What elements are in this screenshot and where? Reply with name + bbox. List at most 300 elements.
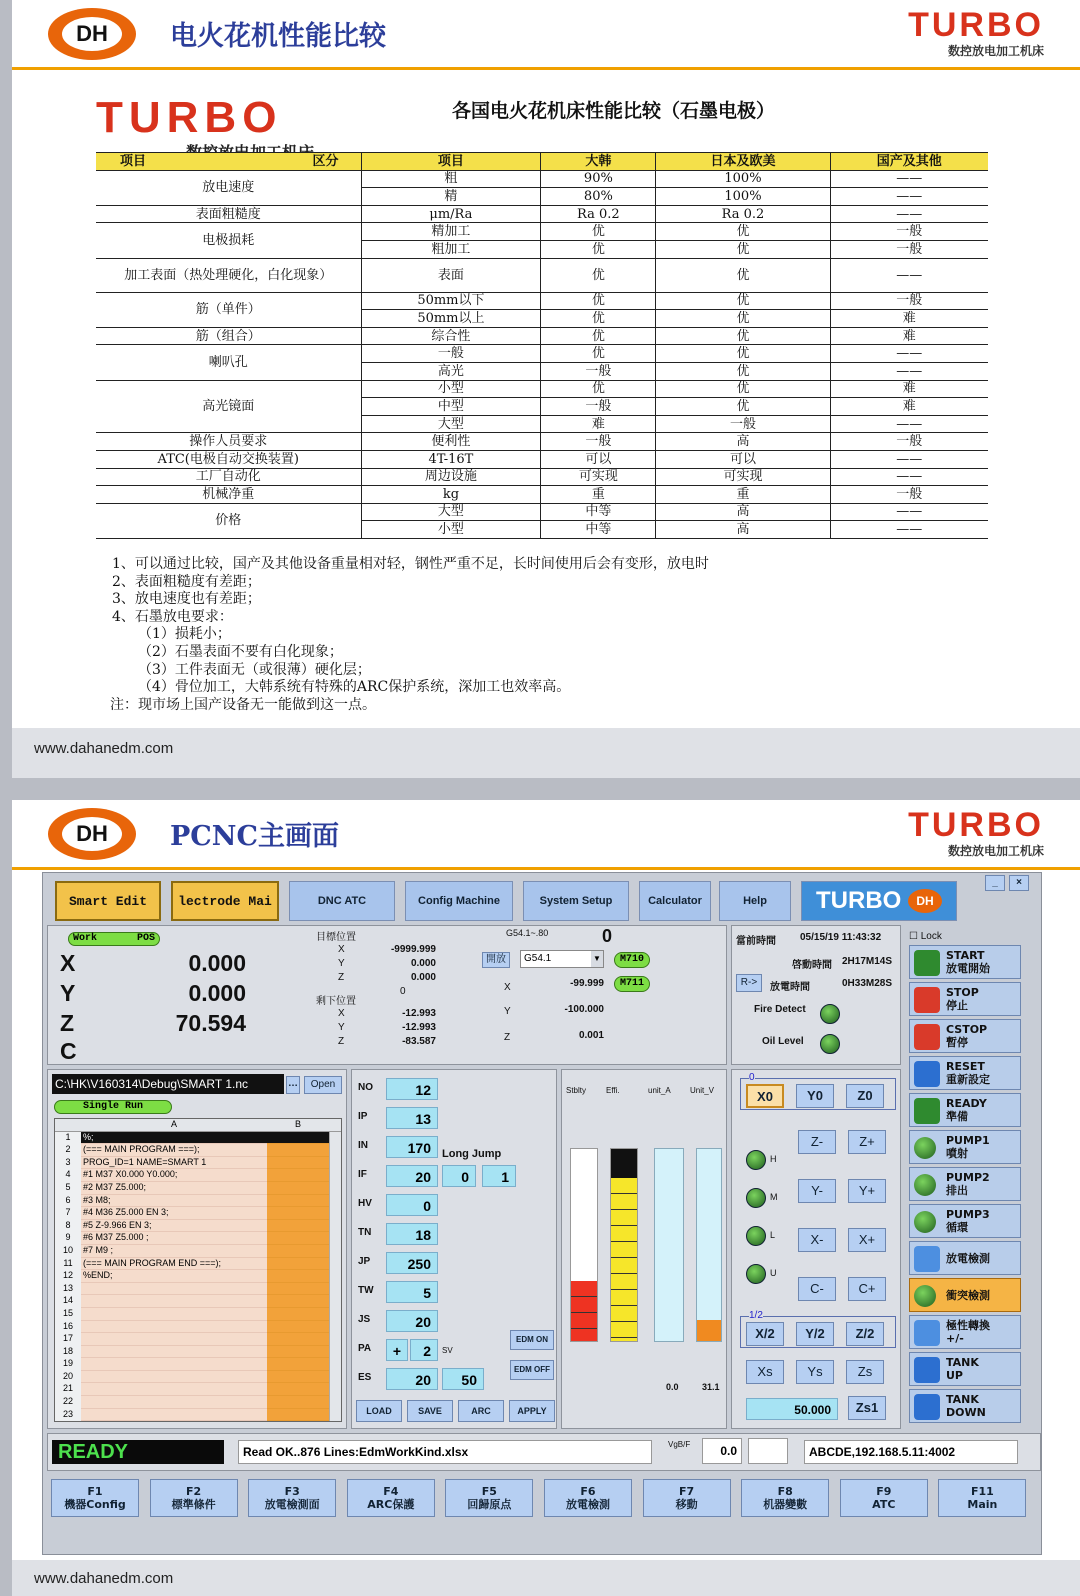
category-cell: ATC(电极自动交换装置) bbox=[96, 450, 361, 468]
zs1-button[interactable]: Zs1 bbox=[848, 1396, 886, 1420]
fkey-f6[interactable] bbox=[544, 1479, 632, 1517]
side-button-icon bbox=[914, 1137, 936, 1159]
param-pa-value[interactable]: 2 bbox=[410, 1339, 438, 1361]
close-icon[interactable]: × bbox=[1009, 875, 1029, 891]
column-b-cell[interactable] bbox=[267, 1207, 329, 1220]
param-no-label: NO bbox=[358, 1082, 373, 1093]
program-lines bbox=[81, 1132, 267, 1422]
jog-yplus-button[interactable]: Y+ bbox=[848, 1179, 886, 1203]
fkey-f3[interactable] bbox=[248, 1479, 336, 1517]
line-number: 18 bbox=[62, 1345, 73, 1356]
system-setup-button[interactable]: System Setup bbox=[523, 881, 629, 921]
es-second-value[interactable]: 50 bbox=[442, 1368, 484, 1390]
table-header-row bbox=[96, 153, 988, 171]
program-line[interactable]: #7 M9 ; bbox=[81, 1245, 267, 1258]
current-time-value: 05/15/19 11:43:32 bbox=[800, 932, 882, 943]
program-grid[interactable] bbox=[54, 1118, 342, 1422]
col-b-header: B bbox=[294, 1119, 301, 1129]
value-cell: 50mm以下 bbox=[361, 292, 541, 310]
program-panel bbox=[47, 1069, 347, 1429]
value-cell: μm/Ra bbox=[361, 205, 541, 223]
remain-x-label: X bbox=[338, 1008, 345, 1019]
value-cell: 精 bbox=[361, 188, 541, 206]
value-cell: 高光 bbox=[361, 362, 541, 380]
value-cell: 大型 bbox=[361, 415, 541, 433]
line-number: 17 bbox=[62, 1333, 73, 1344]
program-line[interactable]: %; bbox=[81, 1132, 267, 1145]
time-panel bbox=[731, 925, 901, 1065]
value-cell: 优 bbox=[541, 258, 656, 292]
value-cell: 优 bbox=[656, 292, 830, 310]
header-cell: 国产及其他 bbox=[830, 153, 988, 171]
fkey-code: F4 bbox=[383, 1485, 399, 1498]
line-number: 19 bbox=[62, 1358, 73, 1369]
open-g54-button[interactable]: 開放 bbox=[482, 952, 510, 968]
half-y-button[interactable]: Y/2 bbox=[796, 1322, 834, 1346]
note-line: 1、可以通过比较，国产及其他设备重量相对轻，钢性严重不足，长时间使用后会有变形，放电时 bbox=[112, 556, 709, 572]
value-cell: 可以 bbox=[541, 450, 656, 468]
fkey-f5[interactable] bbox=[445, 1479, 533, 1517]
col-a-header: A bbox=[170, 1119, 177, 1129]
fkey-f7[interactable] bbox=[643, 1479, 731, 1517]
category-cell: 机械净重 bbox=[96, 486, 361, 504]
column-b-cell[interactable] bbox=[267, 1258, 329, 1271]
value-cell: 周边设施 bbox=[361, 468, 541, 486]
current-meter bbox=[654, 1148, 684, 1342]
m710-indicator: M710 bbox=[614, 952, 650, 968]
meter-fill bbox=[571, 1281, 597, 1341]
stblty-label: Stblty bbox=[566, 1086, 587, 1095]
side-button-icon bbox=[914, 1246, 940, 1272]
oil-level-label: Oil Level bbox=[762, 1036, 804, 1047]
line-number: 11 bbox=[63, 1257, 73, 1268]
side-button--8[interactable] bbox=[909, 1241, 1021, 1275]
param-jp-label: JP bbox=[358, 1256, 371, 1267]
offset-x-label: X bbox=[504, 982, 511, 993]
side-button-pump1-5[interactable] bbox=[909, 1130, 1021, 1164]
side-button-tank-11[interactable] bbox=[909, 1352, 1021, 1386]
fkey-f1[interactable] bbox=[51, 1479, 139, 1517]
value-cell: 粗加工 bbox=[361, 240, 541, 258]
remain-x-value: -12.993 bbox=[402, 1008, 436, 1019]
smart-edit-button[interactable]: Smart Edit bbox=[55, 881, 161, 921]
note-line: 4、石墨放电要求： bbox=[112, 608, 233, 625]
program-line[interactable] bbox=[81, 1371, 267, 1384]
column-b-cell[interactable] bbox=[267, 1245, 329, 1258]
param-jp-value[interactable]: 250 bbox=[386, 1252, 438, 1274]
side-button-sublabel: 暫停 bbox=[946, 1036, 968, 1049]
chevron-down-icon: ▼ bbox=[591, 951, 603, 967]
dh-logo: DH bbox=[48, 8, 136, 60]
value-cell: 一般 bbox=[656, 415, 830, 433]
category-cell: 喇叭孔 bbox=[96, 345, 361, 380]
category-cell: 工厂自动化 bbox=[96, 468, 361, 486]
jog-zminus-button[interactable]: Z- bbox=[798, 1130, 836, 1154]
column-b-cell[interactable] bbox=[267, 1295, 329, 1308]
column-b-cell[interactable] bbox=[267, 1321, 329, 1334]
fkey-label: ARC保護 bbox=[367, 1498, 415, 1511]
value-cell: 优 bbox=[541, 223, 656, 241]
side-button-sublabel: DOWN bbox=[946, 1406, 986, 1419]
side-button-sublabel: 準備 bbox=[946, 1110, 968, 1123]
column-b-cell[interactable] bbox=[267, 1232, 329, 1245]
param-tw-value[interactable]: 5 bbox=[386, 1281, 438, 1303]
value-cell: 难 bbox=[541, 415, 656, 433]
category-cell: 放电速度 bbox=[96, 170, 361, 205]
side-button-tank-12[interactable] bbox=[909, 1389, 1021, 1423]
value-cell: 高 bbox=[656, 521, 830, 539]
column-b-cell[interactable] bbox=[267, 1358, 329, 1371]
y0-button[interactable]: Y0 bbox=[796, 1084, 834, 1108]
status-message: Read OK..876 Lines:EdmWorkKind.xlsx bbox=[238, 1440, 652, 1464]
meter-fill bbox=[611, 1178, 637, 1341]
value-cell: —— bbox=[830, 345, 988, 363]
line-number: 13 bbox=[62, 1282, 73, 1293]
program-line[interactable]: #6 M37 Z5.000 ; bbox=[81, 1232, 267, 1245]
column-b-cell[interactable] bbox=[267, 1132, 329, 1145]
param-hv-label: HV bbox=[358, 1198, 372, 1209]
target-y-value: 0.000 bbox=[410, 958, 436, 969]
save-button[interactable]: SAVE bbox=[407, 1400, 453, 1422]
current-time-label: 當前時間 bbox=[736, 936, 776, 947]
value-cell: 难 bbox=[830, 398, 988, 416]
program-line[interactable]: #1 M37 X0.000 Y0.000; bbox=[81, 1169, 267, 1182]
column-b-cell[interactable] bbox=[267, 1308, 329, 1321]
side-button-label: TANK bbox=[946, 1356, 979, 1369]
jog-yminus-button[interactable]: Y- bbox=[798, 1179, 836, 1203]
param-es-value[interactable]: 20 bbox=[386, 1368, 438, 1390]
program-line[interactable] bbox=[81, 1308, 267, 1321]
value-cell: 优 bbox=[656, 345, 830, 363]
grid-scrollbar[interactable] bbox=[329, 1132, 341, 1422]
side-button-icon bbox=[914, 1320, 940, 1346]
side-button-label: RESET bbox=[946, 1060, 985, 1073]
table-row bbox=[96, 223, 988, 241]
value-cell: 便利性 bbox=[361, 433, 541, 451]
g54-label: G54.1~.80 bbox=[506, 928, 549, 938]
column-b-cell[interactable] bbox=[267, 1182, 329, 1195]
program-line[interactable] bbox=[81, 1358, 267, 1371]
program-line[interactable]: %END; bbox=[81, 1270, 267, 1283]
open-file-button[interactable]: Open bbox=[304, 1076, 342, 1094]
value-cell: 4T-16T bbox=[361, 450, 541, 468]
value-cell: 优 bbox=[541, 310, 656, 328]
note-line: 3、放电速度也有差距； bbox=[112, 591, 261, 608]
current-value: 0.0 bbox=[666, 1382, 679, 1392]
column-b-cell[interactable] bbox=[267, 1409, 329, 1422]
column-b-cell[interactable] bbox=[267, 1371, 329, 1384]
program-line[interactable]: #2 M37 Z5.000; bbox=[81, 1182, 267, 1195]
program-line[interactable] bbox=[81, 1283, 267, 1296]
axis-c-label: C bbox=[60, 1038, 77, 1064]
column-b-cell[interactable] bbox=[267, 1195, 329, 1208]
program-line[interactable]: PROG_ID=1 NAME=SMART 1 bbox=[81, 1157, 267, 1170]
column-b-cell[interactable] bbox=[267, 1346, 329, 1359]
program-line[interactable] bbox=[81, 1409, 267, 1422]
side-button-label: STOP bbox=[946, 986, 979, 999]
value-cell: Ra 0.2 bbox=[656, 205, 830, 223]
side-button-start-0[interactable] bbox=[909, 945, 1021, 979]
fkey-code: F8 bbox=[777, 1485, 793, 1498]
program-line[interactable] bbox=[81, 1321, 267, 1334]
calculator-button[interactable]: Calculator bbox=[639, 881, 711, 921]
program-line[interactable]: #4 M36 Z5.000 EN 3; bbox=[81, 1207, 267, 1220]
side-button-icon bbox=[914, 1394, 940, 1420]
axis-control-panel bbox=[731, 1069, 901, 1429]
edm-on-button[interactable]: EDM ON bbox=[510, 1330, 554, 1350]
program-line[interactable] bbox=[81, 1295, 267, 1308]
fkey-label: 機器Config bbox=[64, 1498, 126, 1511]
fkey-label: 標準條件 bbox=[171, 1498, 216, 1511]
note-line: （3）工件表面无（或很薄）硬化层； bbox=[138, 661, 371, 678]
side-button-sublabel: +/- bbox=[946, 1332, 964, 1345]
half-z-button[interactable]: Z/2 bbox=[846, 1322, 884, 1346]
value-cell: 一般 bbox=[541, 362, 656, 380]
set-z-button[interactable]: Zs bbox=[846, 1360, 884, 1384]
value-cell: 难 bbox=[830, 380, 988, 398]
fire-detect-label: Fire Detect bbox=[754, 1004, 806, 1015]
jog-cplus-button[interactable]: C+ bbox=[848, 1277, 886, 1301]
vgbf-label: VgB/F bbox=[668, 1440, 691, 1449]
side-button-cstop-2[interactable] bbox=[909, 1019, 1021, 1053]
load-button[interactable]: LOAD bbox=[356, 1400, 402, 1422]
table-row bbox=[96, 292, 988, 310]
value-cell: 优 bbox=[656, 310, 830, 328]
fkey-label: 移動 bbox=[675, 1498, 698, 1511]
r-arrow-button[interactable]: R-> bbox=[736, 974, 762, 992]
minimize-button[interactable]: _ bbox=[985, 875, 1005, 891]
side-button-reset-3[interactable] bbox=[909, 1056, 1021, 1090]
side-button-sublabel: 循環 bbox=[946, 1221, 968, 1234]
target-x-label: X bbox=[338, 944, 345, 955]
line-number: 9 bbox=[65, 1232, 71, 1243]
line-number: 7 bbox=[65, 1207, 71, 1218]
jog-cminus-button[interactable]: C- bbox=[798, 1277, 836, 1301]
side-button-icon bbox=[914, 950, 940, 976]
line-number: 4 bbox=[65, 1169, 71, 1180]
z0-button[interactable]: Z0 bbox=[846, 1084, 884, 1108]
value-cell: 高 bbox=[656, 433, 830, 451]
jog-zplus-button[interactable]: Z+ bbox=[848, 1130, 886, 1154]
value-cell: 优 bbox=[656, 240, 830, 258]
remaining-pos-title: 剩下位置 bbox=[316, 996, 356, 1007]
config-machine-button[interactable]: Config Machine bbox=[405, 881, 513, 921]
side-button-icon bbox=[914, 1174, 936, 1196]
program-line[interactable]: #3 M8; bbox=[81, 1195, 267, 1208]
program-line[interactable]: #5 Z-9.966 EN 3; bbox=[81, 1220, 267, 1233]
value-cell: 优 bbox=[656, 398, 830, 416]
value-cell: 100% bbox=[656, 188, 830, 206]
column-b-cell[interactable] bbox=[267, 1169, 329, 1182]
param-if-label: IF bbox=[358, 1169, 367, 1180]
column-b-cell[interactable] bbox=[267, 1270, 329, 1283]
edm-time-label: 放電時間 bbox=[770, 982, 810, 993]
value-cell: 可以 bbox=[656, 450, 830, 468]
value-cell: 一般 bbox=[830, 240, 988, 258]
program-line[interactable]: (=== MAIN PROGRAM ===); bbox=[81, 1144, 267, 1157]
led-u bbox=[746, 1264, 766, 1284]
line-number: 5 bbox=[65, 1181, 71, 1192]
category-cell: 筋（单件） bbox=[96, 292, 361, 327]
param-ip-value[interactable]: 13 bbox=[386, 1107, 438, 1129]
target-x-value: -9999.999 bbox=[390, 944, 436, 955]
value-cell: 优 bbox=[541, 327, 656, 345]
edm-off-button[interactable]: EDM OFF bbox=[510, 1360, 554, 1380]
side-button-sublabel: 排出 bbox=[946, 1184, 968, 1197]
param-tn-label: TN bbox=[358, 1227, 372, 1238]
value-cell: 小型 bbox=[361, 521, 541, 539]
value-cell: 一般 bbox=[830, 433, 988, 451]
program-line[interactable] bbox=[81, 1346, 267, 1359]
turbo-logo: TURBO 数控放电加工机床 bbox=[908, 806, 1044, 858]
side-button-sublabel: 放電開始 bbox=[946, 962, 990, 975]
program-line[interactable] bbox=[81, 1383, 267, 1396]
long-jump-label: Long Jump bbox=[442, 1148, 502, 1160]
value-cell: —— bbox=[830, 415, 988, 433]
value-cell: 50mm以上 bbox=[361, 310, 541, 328]
fkey-code: F9 bbox=[876, 1485, 892, 1498]
value-cell: 90% bbox=[541, 170, 656, 188]
effi-label: Effi. bbox=[606, 1086, 620, 1095]
footer-url: www.dahanedm.com bbox=[34, 1570, 174, 1587]
column-b-cell[interactable] bbox=[267, 1333, 329, 1346]
dh-logo: DH bbox=[48, 808, 136, 860]
jog-xminus-button[interactable]: X- bbox=[798, 1228, 836, 1252]
fkey-f9[interactable] bbox=[840, 1479, 928, 1517]
line-numbers bbox=[55, 1132, 81, 1422]
browse-button[interactable]: … bbox=[286, 1076, 300, 1094]
step-value[interactable]: 50.000 bbox=[746, 1398, 838, 1420]
value-cell: —— bbox=[830, 188, 988, 206]
side-button--10[interactable] bbox=[909, 1315, 1021, 1349]
long-jump-2[interactable]: 1 bbox=[482, 1165, 516, 1187]
side-button-label: PUMP1 bbox=[946, 1134, 990, 1147]
category-cell: 价格 bbox=[96, 503, 361, 538]
side-button--9[interactable] bbox=[909, 1278, 1021, 1312]
dnc-atc-button[interactable]: DNC ATC bbox=[289, 881, 395, 921]
program-line[interactable]: (=== MAIN PROGRAM END ===); bbox=[81, 1258, 267, 1271]
value-cell: 综合性 bbox=[361, 327, 541, 345]
side-button-sublabel: UP bbox=[946, 1369, 963, 1382]
fkey-label: 机器變數 bbox=[763, 1498, 808, 1511]
table-row bbox=[96, 486, 988, 504]
set-y-button[interactable]: Ys bbox=[796, 1360, 834, 1384]
param-tw-label: TW bbox=[358, 1285, 374, 1296]
jog-xplus-button[interactable]: X+ bbox=[848, 1228, 886, 1252]
doc-title: 各国电火花机床性能比较（石墨电极） bbox=[452, 100, 776, 122]
program-line[interactable] bbox=[81, 1333, 267, 1346]
grid-header bbox=[55, 1119, 341, 1132]
value-cell: 一般 bbox=[541, 398, 656, 416]
footer-url: www.dahanedm.com bbox=[34, 740, 174, 757]
table-row bbox=[96, 345, 988, 363]
param-pa-label: PA bbox=[358, 1343, 372, 1354]
side-button-pump3-7[interactable] bbox=[909, 1204, 1021, 1238]
fkey-f4[interactable] bbox=[347, 1479, 435, 1517]
value-cell: —— bbox=[830, 450, 988, 468]
fkey-label: 放電檢測面 bbox=[264, 1498, 320, 1511]
value-cell: 一般 bbox=[361, 345, 541, 363]
side-button-label: READY bbox=[946, 1097, 987, 1110]
value-cell: —— bbox=[830, 362, 988, 380]
set-x-button[interactable]: Xs bbox=[746, 1360, 784, 1384]
led-u-label: U bbox=[770, 1268, 777, 1278]
apply-button[interactable]: APPLY bbox=[509, 1400, 555, 1422]
value-cell: 一般 bbox=[830, 223, 988, 241]
value-cell: 100% bbox=[656, 170, 830, 188]
side-button-sublabel: 重新設定 bbox=[946, 1073, 990, 1086]
side-button-stop-1[interactable] bbox=[909, 982, 1021, 1016]
column-b-cell[interactable] bbox=[267, 1220, 329, 1233]
fkey-f8[interactable] bbox=[741, 1479, 829, 1517]
header-cell: 项目 bbox=[361, 153, 541, 171]
single-run-indicator: Single Run bbox=[54, 1100, 172, 1114]
side-button-icon bbox=[914, 1061, 940, 1087]
long-jump-1[interactable]: 0 bbox=[442, 1165, 476, 1187]
line-number: 6 bbox=[65, 1194, 71, 1205]
value-cell: Ra 0.2 bbox=[541, 205, 656, 223]
m711-indicator: M711 bbox=[614, 976, 650, 992]
param-ip-label: IP bbox=[358, 1111, 368, 1122]
half-x-button[interactable]: X/2 bbox=[746, 1322, 784, 1346]
pa-sign[interactable]: + bbox=[386, 1339, 408, 1361]
status-bar bbox=[47, 1433, 1041, 1471]
x0-button[interactable]: X0 bbox=[746, 1084, 784, 1108]
side-button-ready-4[interactable] bbox=[909, 1093, 1021, 1127]
side-button-icon bbox=[914, 1211, 936, 1233]
side-button-pump2-6[interactable] bbox=[909, 1167, 1021, 1201]
led-h-label: H bbox=[770, 1154, 777, 1164]
g54-count: 0 bbox=[602, 926, 613, 946]
value-cell: —— bbox=[830, 503, 988, 521]
column-b-cell[interactable] bbox=[267, 1283, 329, 1296]
param-es-label: ES bbox=[358, 1372, 372, 1383]
column-b-cell[interactable] bbox=[267, 1396, 329, 1409]
g54-select[interactable]: G54.1 ▼ bbox=[520, 950, 604, 968]
param-no-value[interactable]: 12 bbox=[386, 1078, 438, 1100]
line-number: 16 bbox=[62, 1320, 73, 1331]
value-cell: 表面 bbox=[361, 258, 541, 292]
category-cell: 高光镜面 bbox=[96, 380, 361, 433]
program-line[interactable] bbox=[81, 1396, 267, 1409]
param-tn-value[interactable]: 18 bbox=[386, 1223, 438, 1245]
column-b-cell[interactable] bbox=[267, 1144, 329, 1157]
column-b-cell[interactable] bbox=[267, 1383, 329, 1396]
param-in-value[interactable]: 170 bbox=[386, 1136, 438, 1158]
lock-checkbox[interactable]: ☐ Lock bbox=[909, 931, 942, 942]
offset-y-label: Y bbox=[504, 1006, 511, 1017]
fire-detect-led bbox=[820, 1004, 840, 1024]
param-js-value[interactable]: 20 bbox=[386, 1310, 438, 1332]
line-number: 3 bbox=[65, 1156, 71, 1167]
help-button[interactable]: Help bbox=[719, 881, 791, 921]
vgbf-value: 0.0 bbox=[702, 1438, 742, 1464]
line-number: 8 bbox=[65, 1219, 71, 1230]
value-cell: 一般 bbox=[541, 433, 656, 451]
axis-y-label: Y bbox=[60, 980, 76, 1006]
axis-x-label: X bbox=[60, 950, 76, 976]
param-if-value[interactable]: 20 bbox=[386, 1165, 438, 1187]
electrode-manager-button[interactable]: lectrode Mai bbox=[171, 881, 279, 921]
side-button-label: START bbox=[946, 949, 985, 962]
arc-button[interactable]: ARC bbox=[458, 1400, 504, 1422]
param-hv-value[interactable]: 0 bbox=[386, 1194, 438, 1216]
parameter-panel bbox=[351, 1069, 557, 1429]
fkey-f11[interactable] bbox=[938, 1479, 1026, 1517]
column-b-cell[interactable] bbox=[267, 1157, 329, 1170]
fkey-f2[interactable] bbox=[150, 1479, 238, 1517]
category-cell: 表面粗糙度 bbox=[96, 205, 361, 223]
